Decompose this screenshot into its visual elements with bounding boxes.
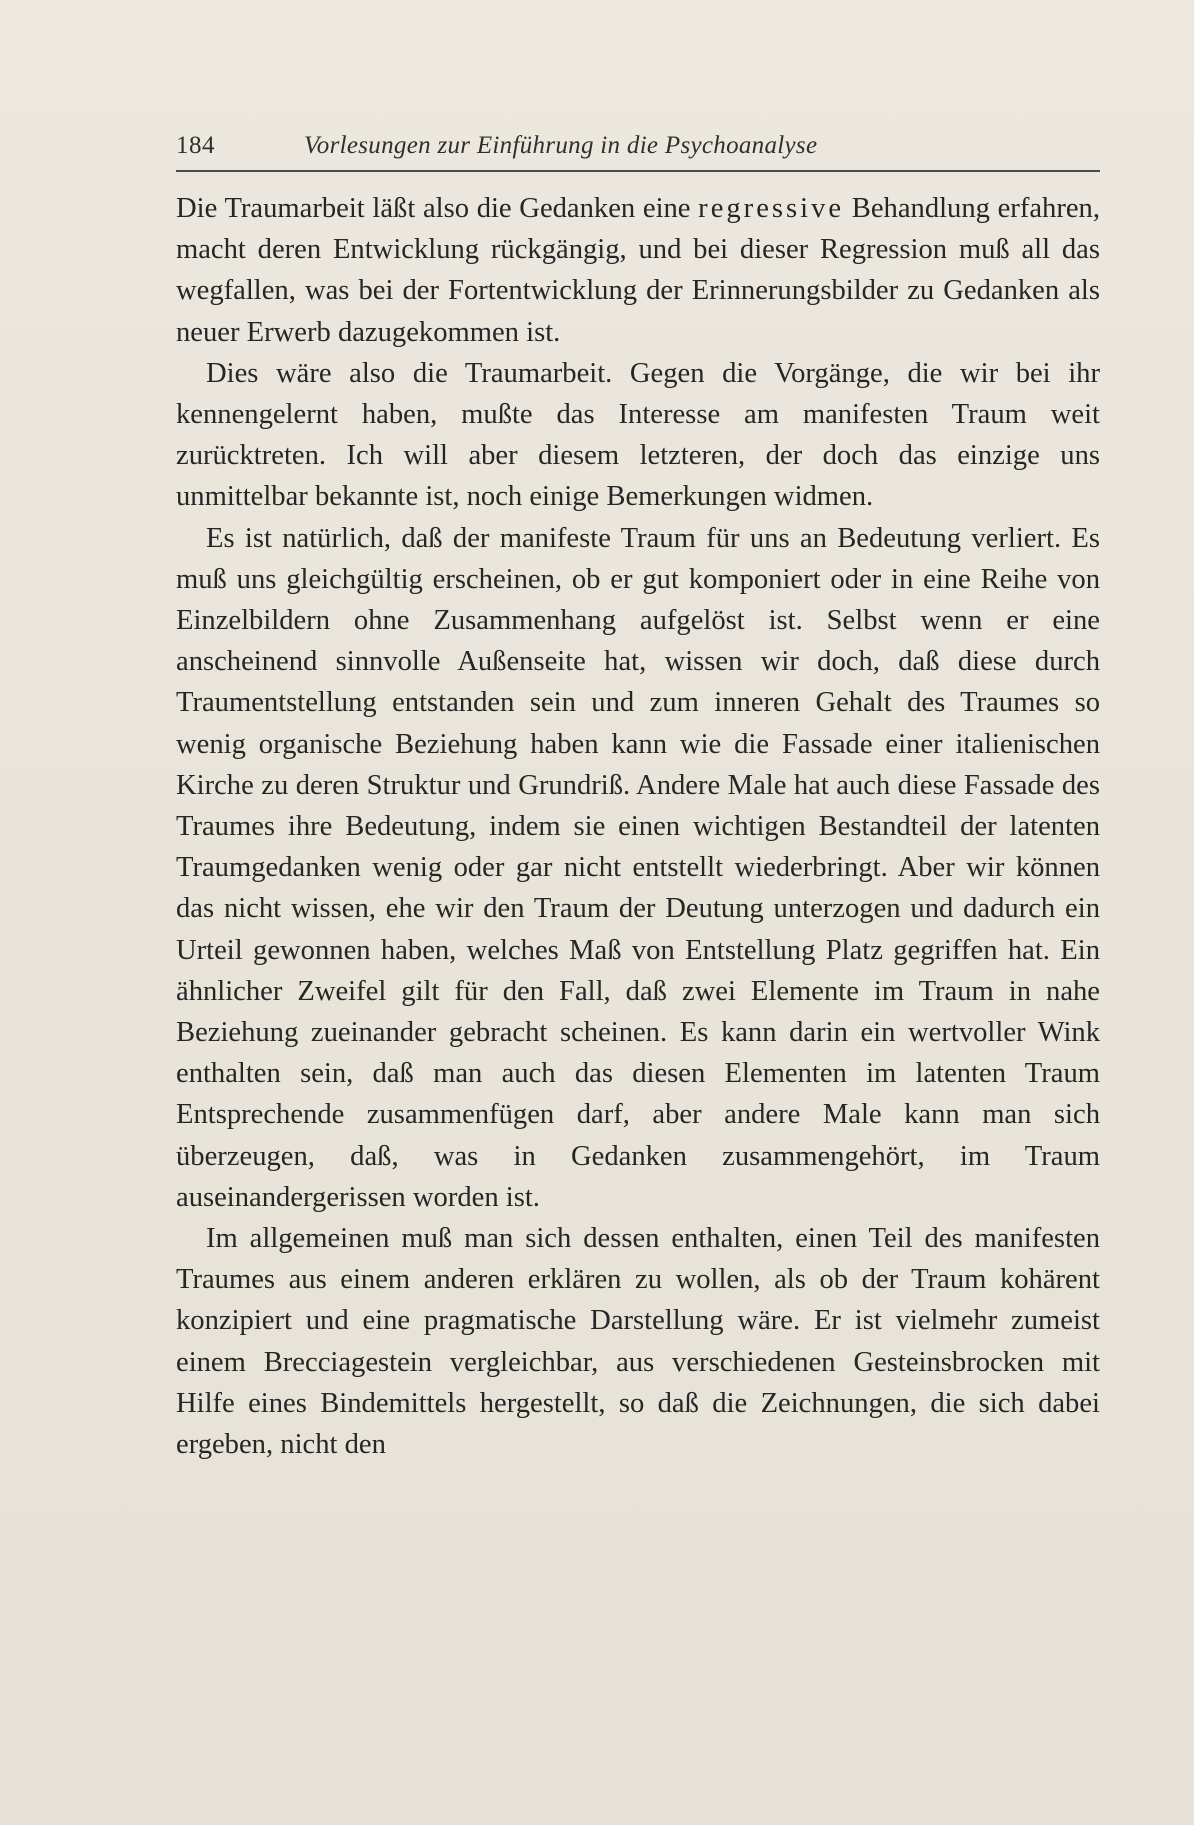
paragraph-3: Es ist natürlich, daß der manifeste Traum für uns an Bedeutung verliert. Es muß uns gleichgültig erscheinen, ob er gut komponiert oder in eine Reihe von Einzelbildern ohne Zusammenhang aufgelöst ist. Selbst wenn er eine anscheinend sinnvolle Außenseite hat, wissen wir doch, daß diese durch Traumentstellung entstanden sein und zum inneren Gehalt des Traumes so wenig organische Beziehung haben kann wie die Fassade einer italienischen Kirche zu deren Struktur und Grundriß. Andere Male hat auch diese Fassade des Traumes ihre Bedeutung, indem sie einen wichtigen Bestandteil der latenten Traumgedanken wenig oder gar nicht entstellt wiederbringt. Aber wir können das nicht wissen, ehe wir den Traum der Deutung unterzogen und dadurch ein Urteil gewonnen haben, welches Maß von Entstellung Platz gegriffen hat. Ein ähnlicher Zweifel gilt für den Fall, daß zwei Elemente im Traum in nahe Beziehung zueinander gebracht scheinen. Es kann darin ein wertvoller Wink enthalten sein, daß man auch das diesen Elementen im latenten Traum Entsprechende zusammenfügen darf, aber andere Male kann man sich überzeugen, daß, was in Gedanken zusammengehört, im Traum auseinandergerissen worden ist. [176,522,1100,1213]
running-title: Vorlesungen zur Einführung in die Psychoanalyse [304,132,818,159]
page-number: 184 [176,132,215,159]
paragraph-2: Dies wäre also die Traumarbeit. Gegen die Vorgänge, die wir bei ihr kennengelernt haben, mußte das Interesse am manifesten Traum weit zurücktreten. Ich will aber diesem letzteren, der doch das einzige uns unmittelbar bekannte ist, noch einige Bemerkungen widmen. [176,357,1100,513]
page-header [176,132,1100,172]
paragraph-1 [176,188,1100,353]
body-text [176,188,1100,1465]
emphasized-word: regressive [698,193,845,224]
header-rule [176,170,1100,172]
paragraph-1-start: Die Traumarbeit läßt also die Gedanken eine [176,193,699,224]
paragraph-1-end: Behandlung erfahren, macht deren Entwicklung rückgängig, und bei dieser Regression muß all das wegfallen, was bei der Fortentwicklung der Erinnerungsbilder zu Gedanken als neuer Erwerb dazugekommen ist. [176,193,1100,348]
paragraph-4: Im allgemeinen muß man sich dessen enthalten, einen Teil des manifesten Traumes aus einem anderen erklären zu wollen, als ob der Traum kohärent konzipiert und eine pragmatische Darstellung wäre. Er ist vielmehr zumeist einem Brecciagestein vergleichbar, aus verschiedenen Gesteinsbrocken mit Hilfe eines Bindemittels hergestellt, so daß die Zeichnungen, die sich dabei ergeben, nicht den [176,1223,1100,1461]
